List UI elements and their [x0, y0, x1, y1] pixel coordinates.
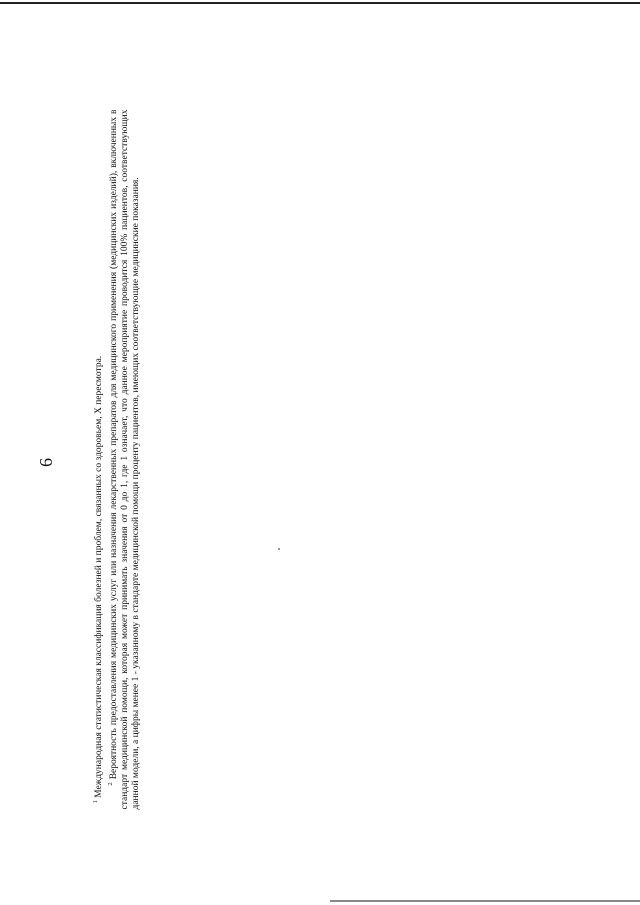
page-number: 6 [36, 458, 56, 467]
footnote-2-marker: 2 [107, 782, 115, 786]
footnote-2-text: Вероятность предоставления медицинских услуг или назначения лекарственных препаратов для медицинского применения (медицинских изделий), включенных в стандарт медицинской помощи, которая может принимать значения от 0 до 1, где 1 означает, что данное мероприятие проводится 100% пациентов, соответствующих данной модели, а цифры менее 1 - указанному в стандарте медицинской помощи проценту пациентов, имеющих соответствующие медицинские показания. [109, 109, 142, 810]
footnote-2 [105, 110, 142, 810]
footnote-1 [90, 110, 105, 810]
scan-speck [278, 548, 280, 550]
scan-edge-bottom [330, 900, 640, 902]
footnotes [90, 110, 142, 810]
footnote-1-text: Международная статистическая классификация болезней и проблем, связанных со здоровьем, X пересмотра. [94, 355, 105, 798]
footnote-1-marker: 1 [92, 800, 99, 804]
